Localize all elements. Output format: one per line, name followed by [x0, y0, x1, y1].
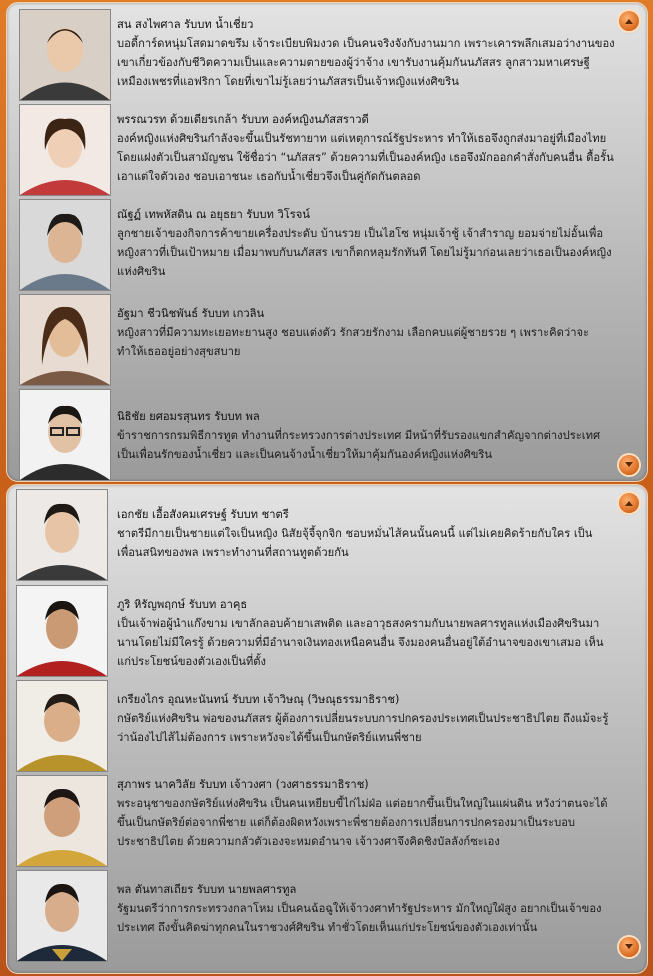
avatar	[19, 389, 111, 481]
list-item	[7, 775, 647, 868]
cast-name: สน สงไพศาล รับบท น้ำเชี่ยว	[117, 18, 254, 31]
cast-description: หญิงสาวที่มีความทะเยอทะยานสูง ชอบแต่งตัว รักสวยรักงาม เลือกคบแต่ผู้ชายรวย ๆ เพราะคิดว่าจะทำให้เธออยู่อย่างสุขสบาย	[117, 326, 590, 358]
avatar	[16, 489, 108, 581]
cast-panel-1	[6, 2, 648, 482]
list-item	[7, 197, 647, 290]
avatar	[19, 294, 111, 386]
list-item	[7, 680, 647, 773]
avatar	[16, 585, 108, 677]
cast-name: สุภาพร นาควิลัย รับบท เจ้าวงศา (วงศาธรรมาธิราช)	[117, 778, 369, 791]
list-item	[7, 7, 647, 100]
cast-description: พระอนุชาของกษัตริย์แห่งศิขริน เป็นคนเหยียบขี้ไก่ไม่ฝ่อ แต่อยากขึ้นเป็นใหญ่ในแผ่นดิน หวังว่าตนจะได้ขึ้นเป็นกษัตริย์ต่อจากพี่ชาย แต่ก็ต้องผิดหวังเพราะพี่ชายต้องการเปลี่ยนการปกครองมาเป็นระบอบประชาธิปไตย ด้วยความกลัวตัวเองจะหมดอำนาจ เจ้าวงศาจึงคิดชิงบัลลังก์ซะเอง	[117, 797, 608, 848]
cast-description: องค์หญิงแห่งศิขรินกำลังจะขึ้นเป็นรัชทายาท แต่เหตุการณ์รัฐประหาร ทำให้เธอจึงถูกส่งมาอยู่ที่เมืองไทย โดยแฝงตัวเป็นสามัญชน ใช้ชื่อว่า “นภัสสร” ด้วยความที่เป็นองค์หญิง เธอจึงมักออกคำสั่งกับคนอื่น ดื้อรั้น เอาแต่ใจตัวเอง ชอบเอาชนะ เธอกับน้ำเชี่ยวจึงเป็นคู่กัดกันตลอด	[117, 132, 614, 183]
cast-name: นิธิชัย ยศอมรสุนทร รับบท พล	[117, 410, 260, 423]
cast-description: เป็นเจ้าพ่อผู้นำแก๊งขาม เขาลักลอบค้ายาเสพติด และอาวุธสงครามกับนายพลศารทูลแห่งเมืองศิขรินมานานโดยไม่มีใครรู้ ด้วยความที่มีอำนาจเงินทองเหนือคนอื่น จึงมองคนอื่นอยู่ใต้อำนาจของเขาเสมอ เห็นแก่ประโยชน์ของตัวเองเป็นที่ตั้ง	[117, 617, 604, 668]
list-item	[7, 387, 647, 480]
cast-name: พล ตันทาสเถียร รับบท นายพลศารทูล	[117, 883, 297, 896]
chevron-down-icon	[624, 461, 634, 469]
cast-name: ณัฐฏ์ เทพหัสดิน ณ อยุธยา รับบท วิโรจน์	[117, 208, 310, 221]
list-item	[7, 292, 647, 385]
list-item	[7, 489, 647, 582]
cast-name: เกรียงไกร อุณหะนันทน์ รับบท เจ้าวิษณุ (วิษณุธรรมาธิราช)	[117, 693, 400, 706]
cast-name: ภูริ หิรัญพฤกษ์ รับบท อาคุธ	[117, 598, 248, 611]
list-item	[7, 102, 647, 195]
cast-name: เอกชัย เอื้อสังคมเศรษฐ์ รับบท ชาตรี	[117, 508, 289, 521]
scroll-down-button[interactable]	[619, 455, 639, 475]
cast-panel-2	[6, 484, 648, 974]
cast-description: กษัตริย์แห่งศิขริน พ่อของนภัสสร ผู้ต้องการเปลี่ยนระบบการปกครองประเทศเป็นประชาธิปไตย ถึงแม้จะรู้ว่าน้องไปไส้ไม่ต้องการ เพราะหวังจะได้ขึ้นเป็นกษัตริย์แทนพี่ชาย	[117, 712, 609, 744]
avatar	[16, 870, 108, 962]
cast-name: อัฐมา ชีวนิชพันธ์ รับบท เกวลิน	[117, 307, 265, 320]
cast-description: รัฐมนตรีว่าการกระทรวงกลาโหม เป็นคนฉ้อฉูให้เจ้าวงศาทำรัฐประหาร มักใหญ่ใฝ่สูง อยากเป็นเจ้าของประเทศ ถึงขั้นคิดฆ่าทุกคนในราชวงศ์ศิขริน ทำชั่วโดยเห็นแก่ประโยชน์ของตัวเองเท่านั้น	[117, 902, 602, 934]
avatar	[19, 104, 111, 196]
avatar	[19, 199, 111, 291]
avatar	[19, 9, 111, 101]
list-item	[7, 585, 647, 678]
list-item	[7, 870, 647, 963]
avatar	[16, 680, 108, 772]
cast-description: ข้าราชการกรมพิธีการทูต ทำงานที่กระทรวงการต่างประเทศ มีหน้าที่รับรองแขกสำคัญจากต่างประเทศ เป็นเพื่อนรักของน้ำเชี่ยว และเป็นคนจ้างน้ำเชี่ยวให้มาคุ้มกันองค์หญิงแห่งศิขริน	[117, 429, 601, 461]
cast-description: ลูกชายเจ้าของกิจการค้าขายเครื่องประดับ บ้านรวย เป็นไฮโซ หนุ่มเจ้าชู้ เจ้าสำราญ ยอมจ่ายไม่อั้นเพื่อหญิงสาวที่เป็นเป้าหมาย เมื่อมาพบกับนภัสสร เขาก็ตกหลุมรักทันที โดยไม่รู้มาก่อนเลยว่าเธอเป็นองค์หญิงแห่งศิขริน	[117, 227, 612, 278]
avatar	[16, 775, 108, 867]
cast-description: ชาตรีมีกายเป็นชายแต่ใจเป็นหญิง นิสัยจุ้จี้จุกจิก ชอบหมั่นไส้คนนั้นคนนี้ แต่ไม่เคยคิดร้ายกับใคร เป็นเพื่อนสนิทของพล เพราะทำงานที่สถานทูตด้วยกัน	[117, 527, 593, 559]
cast-name: พรรณวรท ด้วยเดียรเกล้า รับบท องค์หญิงนภัสสราวดี	[117, 113, 369, 126]
scroll-down-button[interactable]	[619, 937, 639, 957]
cast-description: บอดี้การ์ดหนุ่มโสดมาดขรึม เจ้าระเบียบพิมงวด เป็นคนจริงจังกับงานมาก เพราะเคารพลึกเสมอว่างานของเขาเกี่ยวข้องกับชีวิตความเป็นและความตายของผู้ว่าจ้าง เขารับงานคุ้มกันนภัสสร ลูกสาวมหาเศรษฐีเหมืองเพชรที่แอฟริกา โดยที่เขาไม่รู้เลยว่านภัสสรเป็นเจ้าหญิงแห่งศิขริน	[117, 37, 615, 88]
chevron-down-icon	[624, 943, 634, 951]
